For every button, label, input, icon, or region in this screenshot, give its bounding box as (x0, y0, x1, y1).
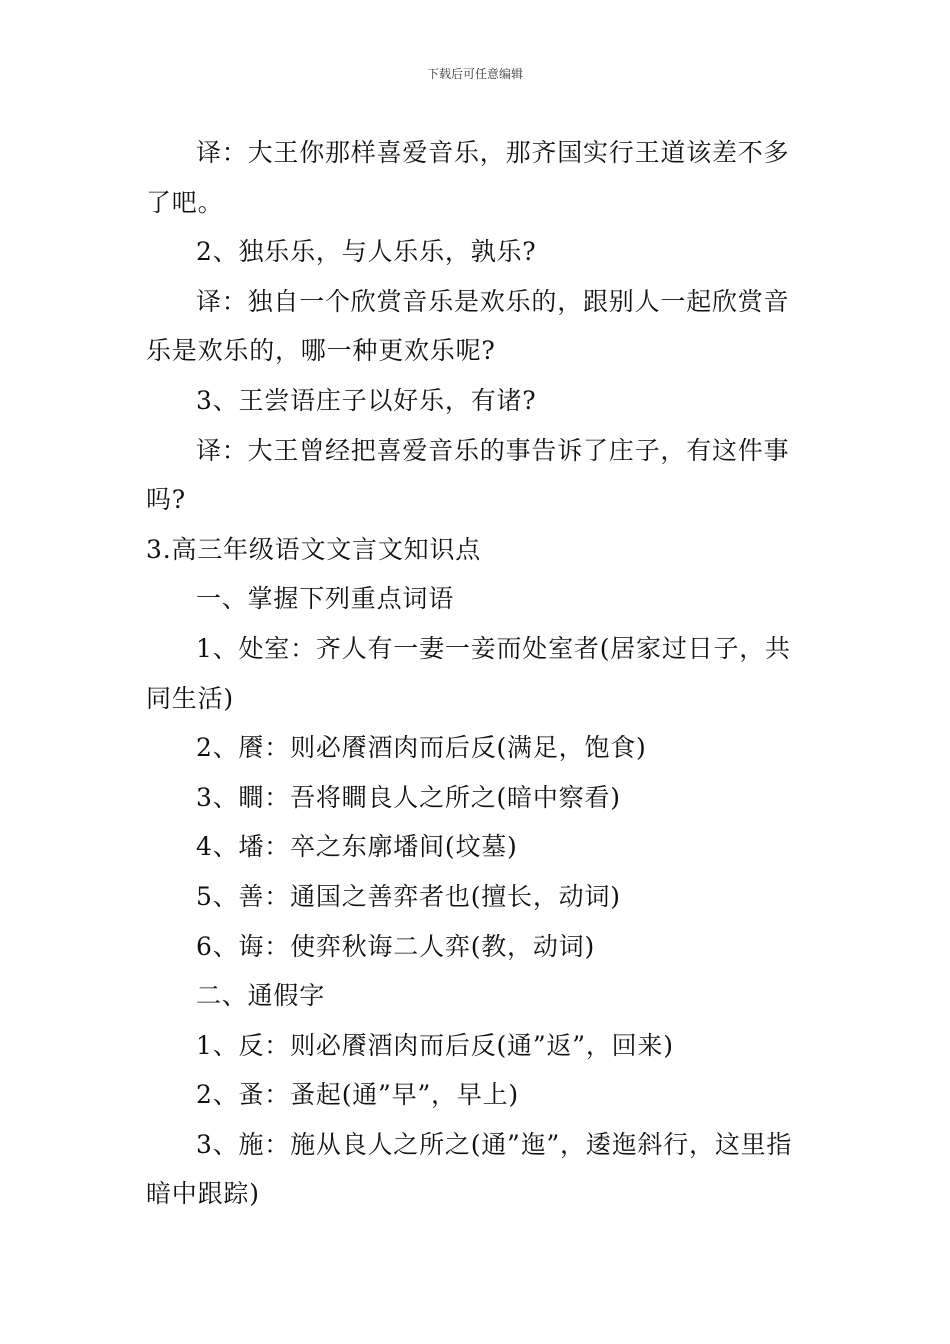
list-item-key-word-4: 4、墦：卒之东廓墦间(坟墓) (196, 832, 518, 862)
paragraph-translation-1: 译：大王你那样喜爱音乐，那齐国实行王道该差不多了吧。 (146, 138, 790, 217)
list-item-key-word-1: 1、处室：齐人有一妻一妾而处室者(居家过日子，共同生活) (146, 633, 791, 713)
list-item-loan-character-3: 3、施：施从良人之所之(通”迤”，逶迤斜行，这里指暗中跟踪) (146, 1129, 793, 1209)
list-item-key-word-6: 6、诲：使弈秋诲二人弈(教，动词) (196, 931, 596, 961)
document-body (146, 128, 808, 1219)
section-heading: 3.高三年级语文文言文知识点 (146, 534, 482, 564)
list-item-key-word-2: 2、餍：则必餍酒肉而后反(满足，饱食) (196, 733, 647, 763)
page-header: 下载后可任意编辑 (426, 67, 523, 81)
paragraph-translation-3: 译：大王曾经把喜爱音乐的事告诉了庄子，有这件事吗? (146, 435, 790, 515)
list-item-loan-character-1: 1、反：则必餍酒肉而后反(通”返”，回来) (196, 1030, 674, 1060)
paragraph-quote-2: 2、独乐乐，与人乐乐，孰乐? (196, 237, 537, 267)
paragraph-quote-3: 3、王尝语庄子以好乐，有诸? (196, 385, 537, 415)
paragraph-translation-2: 译：独自一个欣赏音乐是欢乐的，跟别人一起欣赏音乐是欢乐的，哪一种更欢乐呢? (146, 286, 790, 366)
list-item-key-word-5: 5、善：通国之善弈者也(擅长，动词) (196, 881, 621, 911)
list-item-loan-character-2: 2、蚤：蚤起(通”早”，早上) (196, 1080, 519, 1110)
list-item-key-word-3: 3、瞷：吾将瞷良人之所之(暗中察看) (196, 782, 621, 812)
subheading-key-words: 一、掌握下列重点词语 (196, 584, 455, 614)
subheading-loan-characters: 二、通假字 (196, 981, 326, 1011)
